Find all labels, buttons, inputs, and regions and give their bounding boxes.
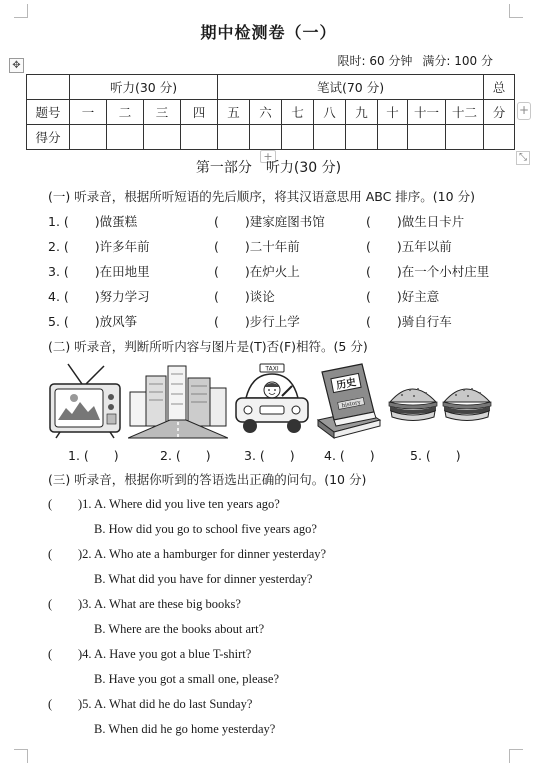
q1-option: ( )骑自行车 [366,314,452,329]
page-corner-mark [509,4,523,18]
listening-header[interactable]: 听力(30 分) [70,75,218,100]
score-cell[interactable] [378,125,408,150]
score-cell[interactable] [408,125,446,150]
q2-label: 1. ( ) [68,448,119,463]
q1-option: ( )做生日卡片 [366,214,465,229]
history-book-picture [312,362,384,440]
television-picture [46,362,124,440]
q3-heading: (三) 听录音，根据你听到的答语选出正确的问句。(10 分) [48,472,367,487]
q1-option: ( )谈论 [214,289,275,304]
number-cell[interactable]: 六 [250,100,282,125]
written-header[interactable]: 笔试(70 分) [218,75,484,100]
score-cell[interactable] [144,125,181,150]
taxi-picture [232,362,312,440]
exam-meta [337,52,493,69]
score-cell[interactable] [282,125,314,150]
svg-text:TAXI: TAXI [265,365,279,373]
q1-option: ( )建家庭图书馆 [214,214,325,229]
number-cell[interactable]: 十 [378,100,408,125]
table-resize-icon[interactable]: ⤡ [516,151,530,165]
time-limit: 限时: 60 分钟 [337,54,413,68]
row-label-score[interactable]: 得分 [27,125,70,150]
score-cell[interactable] [70,125,107,150]
table-corner-cell[interactable] [27,75,70,100]
q2-label: 3. ( ) [244,448,295,463]
number-cell[interactable]: 三 [144,100,181,125]
number-cell[interactable]: 五 [218,100,250,125]
q3-option-b: B. When did he go home yesterday? [94,722,276,736]
number-cell[interactable]: 一 [70,100,107,125]
q1-option: ( )好主意 [366,289,440,304]
q1-heading: (一) 听录音，根据所听短语的先后顺序，将其汉语意思用 ABC 排序。(10 分) [48,189,475,204]
number-cell[interactable]: 十二 [446,100,484,125]
q1-option: ( )在炉火上 [214,264,300,279]
total-header[interactable]: 总 [484,75,515,100]
table-move-handle-icon[interactable]: ✥ [9,58,24,73]
q2-label: 5. ( ) [410,448,461,463]
q1-option: ( )二十年前 [214,239,300,254]
page-corner-mark [14,749,28,763]
q1-option: ( )在一个小村庄里 [366,264,490,279]
number-cell[interactable]: 四 [181,100,218,125]
q1-row: 4. ( )努力学习 [48,289,150,304]
score-cell[interactable] [181,125,218,150]
number-cell[interactable]: 九 [346,100,378,125]
svg-text:历史: 历史 [335,377,358,392]
q1-row: 3. ( )在田地里 [48,264,150,279]
number-cell[interactable]: 七 [282,100,314,125]
row-label-number[interactable]: 题号 [27,100,70,125]
score-cell[interactable] [250,125,282,150]
number-cell[interactable]: 十一 [408,100,446,125]
page-corner-mark [14,4,28,18]
q1-row: 2. ( )许多年前 [48,239,150,254]
score-table [26,74,515,150]
q1-option: ( )步行上学 [214,314,300,329]
city-street-picture [128,362,228,440]
score-cell[interactable] [346,125,378,150]
page-corner-mark [509,749,523,763]
q1-row: 1. ( )做蛋糕 [48,214,138,229]
q2-label: 4. ( ) [324,448,375,463]
add-column-plus-icon[interactable]: + [517,102,531,120]
q3-option-b: B. How did you go to school five years ago? [94,522,317,536]
part-one-title: 第一部分 听力(30 分) [195,160,342,176]
hamburger-picture [386,362,494,440]
q2-heading: (二) 听录音，判断所听内容与图片是(T)否(F)相符。(5 分) [48,339,368,354]
score-cell[interactable] [314,125,346,150]
score-cell[interactable] [484,125,515,150]
q1-row: 5. ( )放风筝 [48,314,138,329]
q2-label: 2. ( ) [160,448,211,463]
score-cell[interactable] [218,125,250,150]
q3-option-b: B. Where are the books about art? [94,622,265,636]
score-cell[interactable] [107,125,144,150]
q3-option-b: B. What did you have for dinner yesterday? [94,572,313,586]
number-cell[interactable]: 二 [107,100,144,125]
q3-option-b: B. Have you got a small one, please? [94,672,280,686]
svg-text:history: history [341,399,362,410]
document-title: 期中检测卷（一） [200,23,337,42]
full-score: 满分: 100 分 [422,54,493,68]
number-cell[interactable]: 八 [314,100,346,125]
add-row-plus-icon[interactable]: + [260,150,276,163]
total-header-2[interactable]: 分 [484,100,515,125]
q1-option: ( )五年以前 [366,239,452,254]
score-cell[interactable] [446,125,484,150]
